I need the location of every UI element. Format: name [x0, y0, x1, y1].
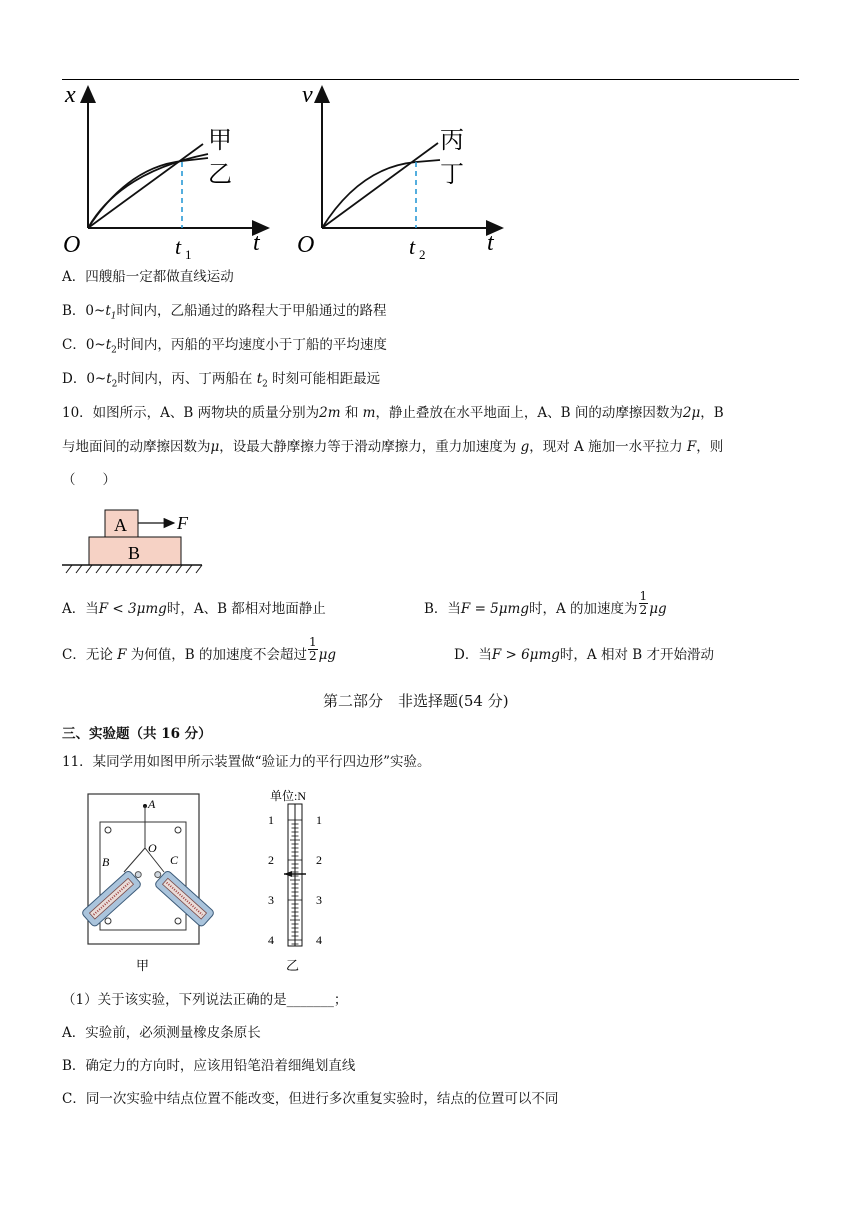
tick-left-1: 1: [268, 813, 274, 827]
q11-option-c: C．同一次实验中结点位置不能改变，但进行多次重复实验时，结点的位置可以不同: [62, 1091, 559, 1107]
ground-hatching: [66, 565, 202, 573]
q11-option-a: A．实验前，必须测量橡皮条原长: [62, 1025, 261, 1041]
xt-curve: [88, 158, 208, 228]
vt-curve: [322, 160, 440, 228]
string-b: [124, 848, 145, 872]
header-rule: [62, 79, 799, 80]
label-b: B: [102, 855, 110, 869]
q9-option-c: C．$0\sim t_2$时间内，丙船的平均速度小于丁船的平均速度: [62, 337, 387, 356]
tick-left-4: 4: [268, 933, 274, 947]
xt-label-jia: 甲: [208, 128, 232, 154]
vt-x-label: t: [487, 230, 494, 256]
unit-label: 单位:N: [270, 789, 307, 803]
q11-stem: 11．某同学用如图甲所示装置做“验证力的平行四边形”实验。: [62, 754, 431, 770]
q11-fig-yi: [262, 788, 342, 976]
q10-option-a: A．当F < 3μmg时，A、B 都相对地面静止: [62, 601, 326, 617]
fig-jia-caption: 甲: [136, 958, 150, 973]
section3-heading: 三、实验题（共 16 分）: [62, 726, 212, 742]
fig-yi-caption: 乙: [286, 958, 300, 973]
tick-right-2: 2: [316, 853, 322, 867]
xt-t-mark: t: [175, 234, 182, 259]
xt-line: [88, 144, 203, 228]
q10-answer-paren: （ ）: [62, 472, 116, 488]
xt-graph: [60, 82, 280, 262]
q9-option-d: D．$0\sim t_2$时间内，丙、丁两船在 $t_2$ 时刻可能相距最远: [62, 371, 381, 390]
xt-t-sub: 1: [185, 247, 192, 262]
block-b-label: B: [128, 543, 141, 563]
part2-heading: 第二部分 非选择题(54 分): [323, 692, 509, 710]
q10-stem-line1: 10．如图所示，A、B 两物块的质量分别为2m 和 m，静止叠放在水平地面上，A、B 间的动摩擦因数为2μ，B: [62, 405, 724, 421]
xt-x-label: t: [253, 230, 260, 256]
tick-left-2: 2: [268, 853, 274, 867]
vt-graph: [294, 82, 514, 262]
q10-option-b: B．当F = 5μmg时，A 的加速度为 $\frac{1}{2}$ μg: [424, 589, 667, 617]
q10-blocks-figure: [62, 505, 212, 580]
q10-stem-line2: 与地面间的动摩擦因数为μ，设最大静摩擦力等于滑动摩擦力，重力加速度为 g，现对 A 施加一水平拉力 F，则: [62, 439, 724, 455]
xt-y-label: x: [65, 82, 76, 108]
force-label: F: [177, 513, 188, 533]
spring-scale-left: [81, 865, 147, 927]
vt-y-label: v: [302, 82, 313, 108]
block-a-label: A: [114, 515, 127, 535]
vt-label-ding: 丁: [440, 162, 464, 188]
xt-curve-yi-extension: [88, 154, 208, 228]
vt-label-bing: 丙: [440, 128, 464, 154]
q11-sub1: （1）关于该实验，下列说法正确的是_______；: [62, 992, 348, 1008]
tick-right-1: 1: [316, 813, 322, 827]
vt-origin: O: [297, 232, 315, 258]
q10-option-d: D．当F > 6μmg时，A 相对 B 才开始滑动: [454, 647, 714, 663]
xt-origin: O: [63, 232, 81, 258]
tick-right-3: 3: [316, 893, 322, 907]
tick-left-3: 3: [268, 893, 274, 907]
q9-option-a: A．四艘船一定都做直线运动: [62, 269, 234, 285]
tick-right-4: 4: [316, 933, 322, 947]
vt-line: [322, 143, 438, 228]
q11-fig-jia: [58, 788, 238, 976]
label-c: C: [170, 853, 179, 867]
q11-option-b: B．确定力的方向时，应该用铅笔沿着细绳划直线: [62, 1058, 356, 1074]
label-o: O: [148, 841, 157, 855]
q10-option-c: C．无论 F 为何值，B 的加速度不会超过 $\frac{1}{2}$ μg: [62, 635, 337, 663]
q9-option-b: B．$0\sim t_1$时间内，乙船通过的路程大于甲船通过的路程: [62, 303, 387, 322]
vt-t-mark: t: [409, 234, 416, 259]
spring-scale-right: [149, 865, 215, 927]
xt-label-yi: 乙: [208, 162, 232, 188]
vt-t-sub: 2: [419, 247, 426, 262]
label-a: A: [148, 797, 156, 811]
